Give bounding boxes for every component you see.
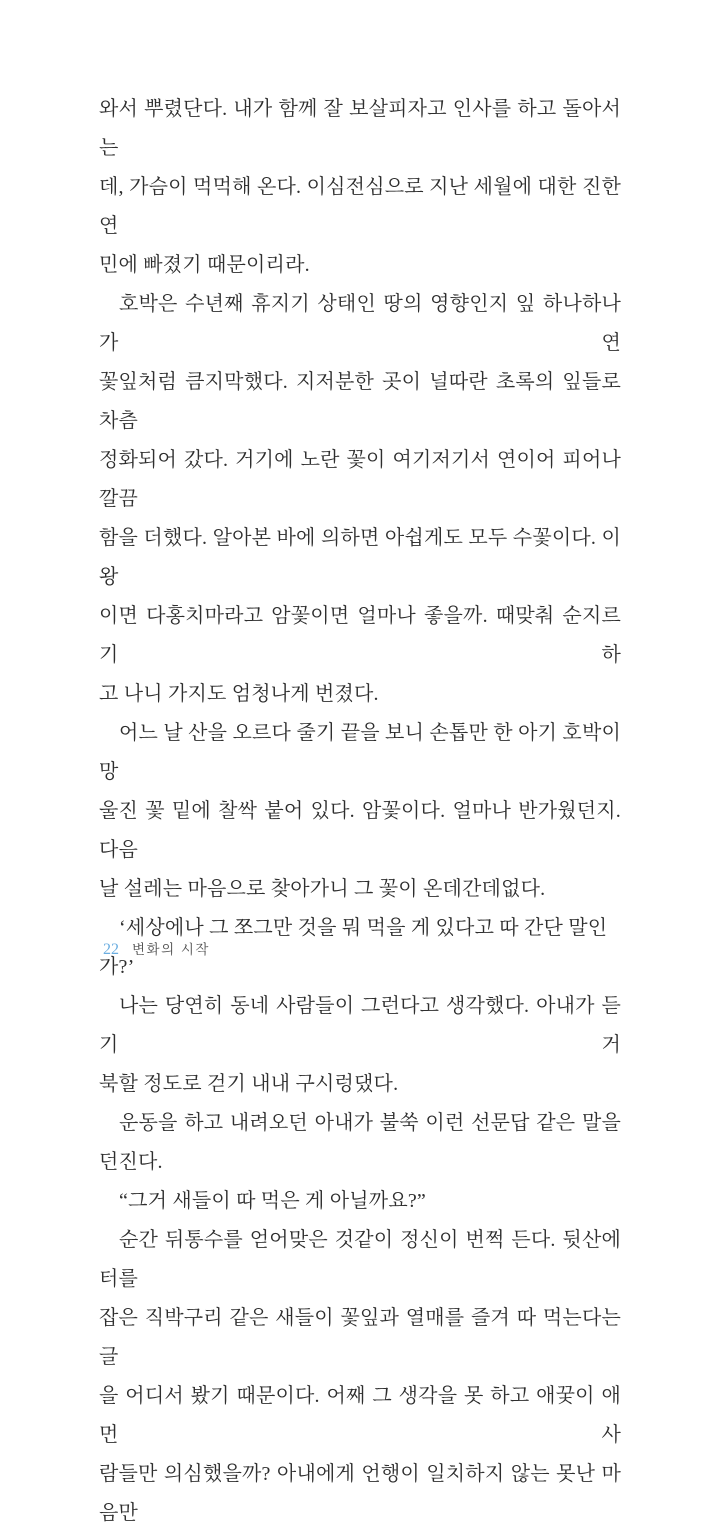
text-line: 데, 가슴이 먹먹해 온다. 이심전심으로 지난 세월에 대한 진한 연 — [99, 176, 621, 237]
text-line: 정화되어 갔다. 거기에 노란 꽃이 여기저기서 연이어 피어나 깔끔 — [99, 449, 621, 510]
text-line: 북할 정도로 걷기 내내 구시렁댔다. — [99, 1073, 399, 1095]
text-line: ‘세상에나 그 쪼그만 것을 뭐 먹을 게 있다고 따 간단 말인가?’ — [99, 917, 608, 978]
text-line: 민에 빠졌기 때문이리라. — [99, 254, 310, 276]
text-line: 나는 당연히 동네 사람들이 그런다고 생각했다. 아내가 듣기 거 — [99, 995, 621, 1056]
text-line: 꽃잎처럼 큼지막했다. 지저분한 곳이 널따란 초록의 잎들로 차츰 — [99, 371, 621, 432]
text-line: 이면 다홍치마라고 암꽃이면 얼마나 좋을까. 때맞춰 순지르기 하 — [99, 605, 621, 666]
text-line: “그거 새들이 따 먹은 게 아닐까요?” — [119, 1190, 426, 1212]
running-head-title: 변화의 시작 — [132, 942, 210, 957]
text-line: 운동을 하고 내려오던 아내가 불쑥 이런 선문답 같은 말을 던진다. — [99, 1112, 621, 1173]
text-line: 어느 날 산을 오르다 줄기 끝을 보니 손톱만 한 아기 호박이 망 — [99, 722, 621, 783]
text-line: 순간 뒤통수를 얻어맞은 것같이 정신이 번쩍 든다. 뒷산에 터를 — [99, 1229, 621, 1290]
page-body-text — [99, 90, 621, 1533]
page-footer — [103, 938, 210, 959]
text-line: 와서 뿌렸단다. 내가 함께 잘 보살피자고 인사를 하고 돌아서는 — [99, 98, 621, 159]
text-line: 잡은 직박구리 같은 새들이 꽃잎과 열매를 즐겨 따 먹는다는 글 — [99, 1307, 621, 1368]
text-line: 울진 꽃 밑에 찰싹 붙어 있다. 암꽃이다. 얼마나 반가웠던지. 다음 — [99, 800, 621, 861]
page-number: 22 — [103, 941, 119, 958]
text-line: 함을 더했다. 알아본 바에 의하면 아쉽게도 모두 수꽃이다. 이왕 — [99, 527, 621, 588]
text-line: 날 설레는 마음으로 찾아가니 그 꽃이 온데간데없다. — [99, 878, 546, 900]
text-line: 을 어디서 봤기 때문이다. 어째 그 생각을 못 하고 애꿎이 애먼 사 — [99, 1385, 621, 1446]
text-line: 호박은 수년째 휴지기 상태인 땅의 영향인지 잎 하나하나가 연 — [99, 293, 621, 354]
text-line: 고 나니 가지도 엄청나게 번졌다. — [99, 683, 379, 705]
text-line: 람들만 의심했을까? 아내에게 언행이 일치하지 않는 못난 마음만 — [99, 1463, 621, 1524]
